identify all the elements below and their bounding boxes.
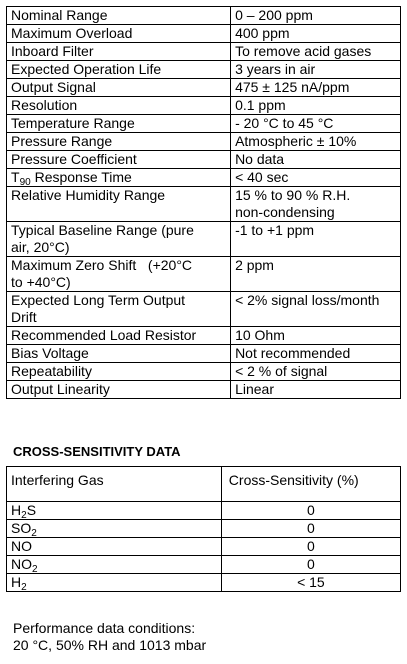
spec-row-maximum-overload (7, 25, 401, 43)
gas-name (7, 538, 222, 556)
spec-param: Inboard Filter (7, 43, 231, 61)
cross-sensitivity-value: 0 (221, 502, 400, 520)
spec-param (7, 169, 231, 187)
cross-sensitivity-heading: CROSS-SENSITIVITY DATA (13, 444, 181, 459)
spec-param-line: air, 20°C) (11, 239, 70, 255)
spec-row-output-signal (7, 79, 401, 97)
cross-sensitivity-row (7, 538, 401, 556)
spec-param: Temperature Range (7, 115, 231, 133)
interfering-gas-header: Interfering Gas (7, 467, 222, 502)
spec-value: Atmospheric ± 10% (231, 133, 401, 151)
spec-param (7, 257, 231, 292)
gas-symbol: H (11, 502, 22, 518)
spec-row-output-linearity (7, 381, 401, 399)
spec-param: Pressure Range (7, 133, 231, 151)
gas-subscript: 2 (32, 564, 38, 575)
spec-value: 0.1 ppm (231, 97, 401, 115)
spec-param: Output Linearity (7, 381, 231, 399)
spec-param: Relative Humidity Range (7, 187, 231, 222)
spec-param (7, 292, 231, 327)
gas-subscript: 2 (21, 510, 27, 521)
spec-value: 400 ppm (231, 25, 401, 43)
spec-value: 10 Ohm (231, 327, 401, 345)
cross-sensitivity-value: 0 (221, 538, 400, 556)
spec-param: Bias Voltage (7, 345, 231, 363)
spec-row-zero-shift (7, 257, 401, 292)
spec-value: Not recommended (231, 345, 401, 363)
specifications-table (6, 6, 401, 399)
performance-note-line: 20 °C, 50% RH and 1013 mbar (13, 637, 207, 653)
gas-subscript: 2 (21, 582, 27, 593)
spec-value: -1 to +1 ppm (231, 222, 401, 257)
spec-value: 3 years in air (231, 61, 401, 79)
spec-value-line: 15 % to 90 % R.H. (235, 187, 351, 203)
gas-name (7, 574, 222, 592)
gas-symbol: H (11, 574, 22, 590)
cross-sensitivity-row (7, 520, 401, 538)
spec-param-line: Drift (11, 309, 37, 325)
gas-symbol: SO (11, 520, 32, 536)
cross-sensitivity-header-row (7, 467, 401, 502)
spec-row-response-time (7, 169, 401, 187)
spec-param: Expected Operation Life (7, 61, 231, 79)
spec-row-temperature-range (7, 115, 401, 133)
gas-name (7, 556, 222, 574)
spec-row-baseline-range (7, 222, 401, 257)
cross-sensitivity-row (7, 574, 401, 592)
spec-param-line: Maximum Zero Shift (+20°C (11, 257, 193, 273)
spec-param-line: Typical Baseline Range (pure (11, 222, 194, 238)
spec-value: < 40 sec (231, 169, 401, 187)
spec-value: To remove acid gases (231, 43, 401, 61)
spec-param: Repeatability (7, 363, 231, 381)
gas-symbol: NO (11, 538, 32, 554)
spec-param-prefix: T (11, 169, 20, 185)
spec-row-long-term-drift (7, 292, 401, 327)
spec-row-inboard-filter (7, 43, 401, 61)
spec-param: Output Signal (7, 79, 231, 97)
cross-sensitivity-value: 0 (221, 556, 400, 574)
spec-value-line: non-condensing (235, 204, 335, 220)
spec-param: Nominal Range (7, 7, 231, 25)
spec-row-load-resistor (7, 327, 401, 345)
performance-conditions-note (13, 620, 206, 654)
spec-value: 475 ± 125 nA/ppm (231, 79, 401, 97)
spec-param: Maximum Overload (7, 25, 231, 43)
cross-sensitivity-header: Cross-Sensitivity (%) (221, 467, 400, 502)
spec-row-repeatability (7, 363, 401, 381)
spec-value: No data (231, 151, 401, 169)
gas-symbol-rest: S (26, 502, 37, 518)
spec-value: - 20 °C to 45 °C (231, 115, 401, 133)
spec-value (231, 187, 401, 222)
gas-subscript: 2 (31, 528, 37, 539)
spec-value: 0 – 200 ppm (231, 7, 401, 25)
spec-row-resolution (7, 97, 401, 115)
spec-row-pressure-coefficient (7, 151, 401, 169)
spec-value: < 2% signal loss/month (231, 292, 401, 327)
spec-row-bias-voltage (7, 345, 401, 363)
gas-name (7, 520, 222, 538)
cross-sensitivity-row (7, 502, 401, 520)
cross-sensitivity-row (7, 556, 401, 574)
gas-symbol: NO (11, 556, 32, 572)
spec-param: Recommended Load Resistor (7, 327, 231, 345)
spec-value: < 2 % of signal (231, 363, 401, 381)
spec-value: 2 ppm (231, 257, 401, 292)
spec-param (7, 222, 231, 257)
spec-param-line: Expected Long Term Output (11, 292, 186, 308)
spec-param: Resolution (7, 97, 231, 115)
spec-param-suffix: Response Time (30, 169, 132, 185)
spec-param-subscript: 90 (19, 177, 31, 188)
gas-name (7, 502, 222, 520)
spec-param: Pressure Coefficient (7, 151, 231, 169)
spec-row-pressure-range (7, 133, 401, 151)
spec-row-humidity-range (7, 187, 401, 222)
spec-value: Linear (231, 381, 401, 399)
spec-param-line: to +40°C) (11, 274, 71, 290)
spec-row-operation-life (7, 61, 401, 79)
cross-sensitivity-value: 0 (221, 520, 400, 538)
cross-sensitivity-value: < 15 (221, 574, 400, 592)
performance-note-line: Performance data conditions: (13, 620, 196, 636)
spec-row-nominal-range (7, 7, 401, 25)
cross-sensitivity-table (6, 466, 401, 592)
